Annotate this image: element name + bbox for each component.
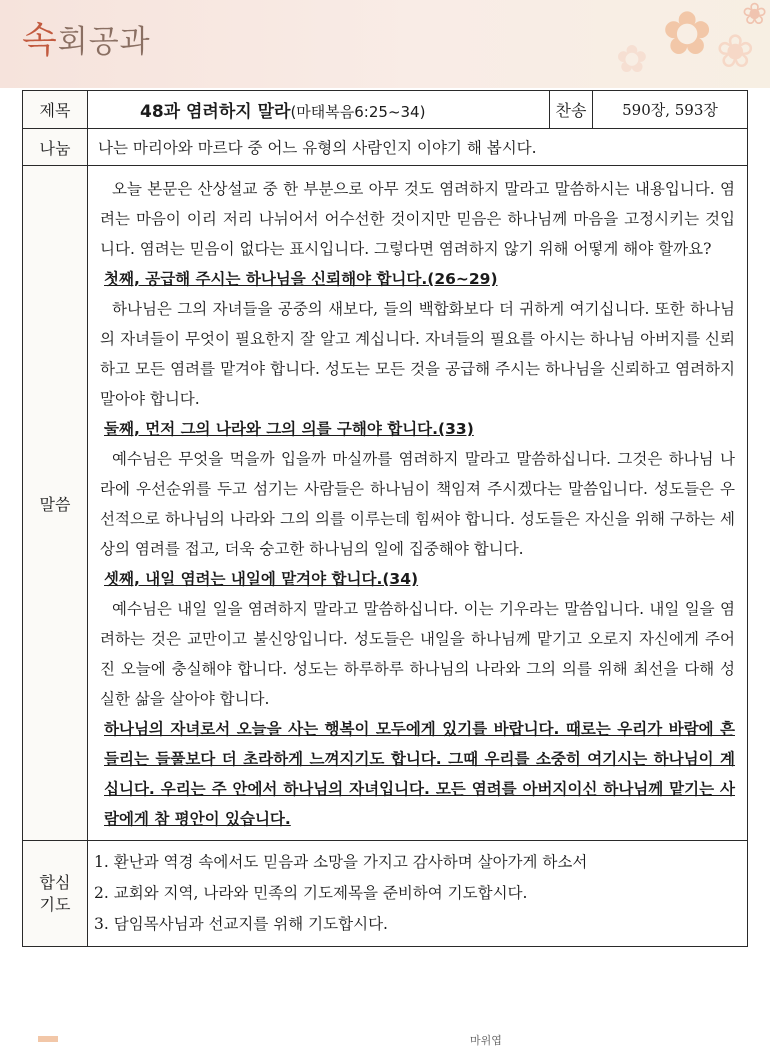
title-cell bbox=[88, 91, 550, 129]
lesson-title: 48과 염려하지 말라 bbox=[140, 102, 291, 122]
flower-icon: ❀ bbox=[716, 24, 755, 78]
section-heading: 둘째, 먼저 그의 나라와 그의 의를 구해야 합니다.(33) bbox=[104, 420, 474, 438]
prayer-label-line: 합심 bbox=[39, 872, 71, 892]
share-label: 나눔 bbox=[23, 129, 88, 166]
section-body: 하나님은 그의 자녀들을 공중의 새보다, 들의 백합화보다 더 귀하게 여기십니다. 또한 하나님의 자녀들이 무엇이 필요한지 잘 알고 계십니다. 자녀들의 필요를 아시는 하나님 아버지를 신뢰하고 모든 염려를 맡겨야 합니다. 성도는 모든 것을 공급해 주시는 하나님을 신뢰하고 염려하지 말아야 합니다. bbox=[100, 300, 735, 408]
section-body: 예수님은 무엇을 먹을까 입을까 마실까를 염려하지 말라고 말씀하십니다. 그것은 하나님 나라에 우선순위를 두고 섬기는 사람들은 하나님이 책임져 주시겠다는 말씀입니다. 성도들은 우선적으로 하나님의 나라와 그의 의를 이루는데 힘써야 합니다. 성도들은 자신을 위해 구하는 세상의 염려를 접고, 더욱 숭고한 하나님의 일에 집중해야 합니다. bbox=[100, 450, 735, 558]
scripture-reference: (마태복음6:25~34) bbox=[290, 103, 426, 121]
prayer-row bbox=[23, 841, 748, 947]
prayer-item: 2. 교회와 지역, 나라와 민족의 기도제목을 준비하여 기도합시다. bbox=[94, 884, 528, 902]
brand-first-char: 속 bbox=[22, 20, 58, 61]
section-body: 예수님은 내일 일을 염려하지 말라고 말씀하십니다. 이는 기우라는 말씀입니다. 내일 일을 염려하는 것은 교만이고 불신앙입니다. 성도들은 내일을 하나님께 맡기고 오로지 자신에게 주어진 오늘에 충실해야 합니다. 성도는 하루하루 하나님의 나라와 그의 의를 위해 최선을 다해 성실한 삶을 살아야 합니다. bbox=[100, 600, 735, 708]
sermon-body bbox=[88, 166, 748, 841]
prayer-list-cell bbox=[88, 841, 748, 947]
word-label: 말씀 bbox=[23, 166, 88, 841]
brand-title bbox=[22, 12, 151, 63]
prayer-label bbox=[23, 841, 88, 947]
section-heading: 첫째, 공급해 주시는 하나님을 신뢰해야 합니다.(26~29) bbox=[104, 270, 498, 288]
share-text: 나는 마리아와 마르다 중 어느 유형의 사람인지 이야기 해 봅시다. bbox=[88, 129, 748, 166]
footer-decoration bbox=[38, 1036, 58, 1042]
title-row bbox=[23, 91, 748, 129]
intro-paragraph: 오늘 본문은 산상설교 중 한 부분으로 아무 것도 염려하지 말라고 말씀하시는 내용입니다. 염려는 마음이 이리 저리 나뉘어서 어수선한 것이지만 믿음은 하나님께 마음을 고정시키는 것입니다. 염려는 믿음이 없다는 표시입니다. 그렇다면 염려하지 않기 위해 어떻게 해야 할까요? bbox=[100, 180, 735, 258]
prayer-label-line: 기도 bbox=[39, 894, 71, 914]
header-banner bbox=[0, 0, 770, 88]
brand-rest: 회공과 bbox=[57, 24, 151, 60]
footer-text: 마위엽 bbox=[470, 1034, 502, 1047]
section-heading: 셋째, 내일 염려는 내일에 맡겨야 합니다.(34) bbox=[104, 570, 419, 588]
prayer-item: 3. 담임목사님과 선교지를 위해 기도합시다. bbox=[94, 915, 388, 933]
lesson-worksheet bbox=[22, 90, 748, 947]
flower-icon: ✿ bbox=[616, 37, 648, 81]
hymn-label: 찬송 bbox=[550, 91, 593, 129]
word-row bbox=[23, 166, 748, 841]
flower-icon: ✿ bbox=[662, 0, 713, 69]
flower-icon: ❀ bbox=[742, 0, 768, 32]
hymn-numbers: 590장, 593장 bbox=[593, 91, 748, 129]
prayer-list bbox=[94, 847, 741, 940]
prayer-item: 1. 환난과 역경 속에서도 믿음과 소망을 가지고 감사하며 살아가게 하소서 bbox=[94, 853, 588, 871]
title-label: 제목 bbox=[23, 91, 88, 129]
share-row bbox=[23, 129, 748, 166]
closing-paragraph: 하나님의 자녀로서 오늘을 사는 행복이 모두에게 있기를 바랍니다. 때로는 우리가 바람에 흔들리는 들풀보다 더 초라하게 느껴지기도 합니다. 그때 우리를 소중히 여기시는 하나님이 계십니다. 우리는 주 안에서 하나님의 자녀입니다. 모든 염려를 아버지이신 하나님께 맡기는 사람에게 참 평안이 있습니다. bbox=[104, 720, 735, 828]
